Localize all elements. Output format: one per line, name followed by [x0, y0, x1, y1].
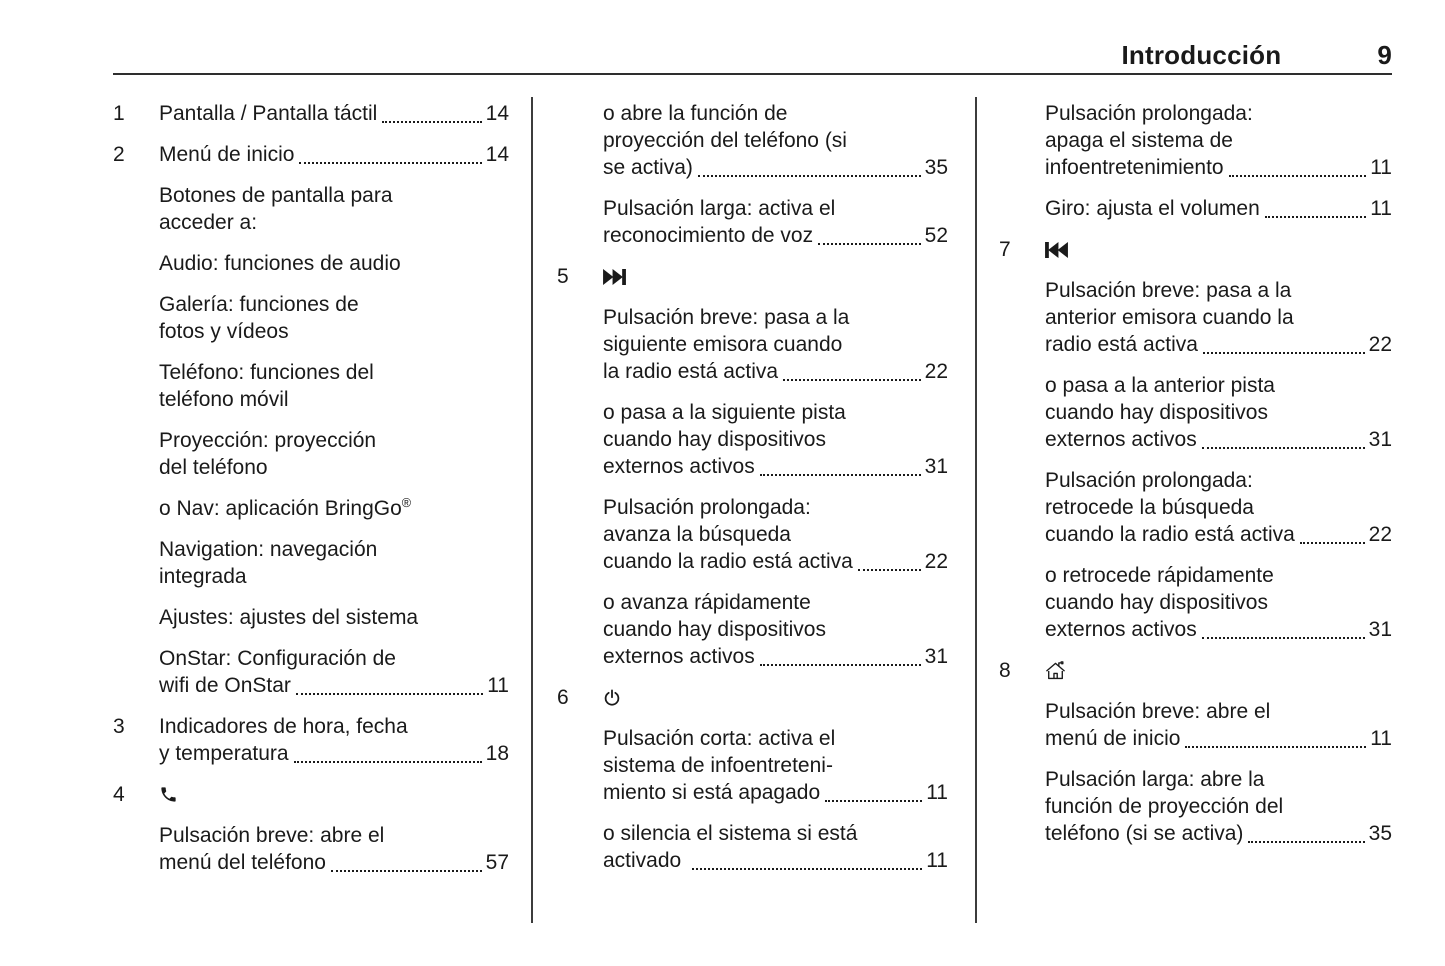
- entry-line: Pulsación larga: abre la: [1045, 768, 1265, 791]
- page-ref: 14: [485, 143, 509, 166]
- dot-leader: [1202, 637, 1365, 639]
- entry-line: [1045, 195, 1392, 222]
- entry-line: teléfono móvil: [159, 388, 289, 411]
- toc-entry: [999, 277, 1392, 358]
- toc-column-1: [113, 95, 509, 876]
- entry-text: cuando la radio está activa: [603, 550, 853, 573]
- entry-text: la radio está activa: [603, 360, 779, 383]
- entry-text: teléfono (si se activa): [1045, 822, 1244, 845]
- entry-line: Audio: funciones de audio: [159, 252, 401, 275]
- next-track-icon: [603, 269, 626, 285]
- entry-line: [603, 154, 948, 181]
- home-icon: [1045, 661, 1066, 680]
- entry-body: [1045, 698, 1392, 752]
- entry-number: [557, 494, 603, 575]
- entry-body: [1045, 372, 1392, 453]
- toc-entry: [557, 100, 948, 181]
- entry-number: [113, 495, 159, 522]
- entry-line: [1045, 154, 1392, 181]
- toc-entry: [557, 725, 948, 806]
- entry-line: del teléfono: [159, 456, 268, 479]
- dot-leader: [858, 569, 921, 571]
- page-ref: 11: [926, 849, 948, 872]
- page-ref: 11: [487, 674, 509, 697]
- dot-leader: [760, 474, 921, 476]
- entry-body: [159, 291, 509, 345]
- dot-leader: [692, 868, 922, 870]
- toc-entry: [999, 100, 1392, 181]
- entry-body: [603, 100, 948, 181]
- entry-body: [603, 820, 948, 874]
- entry-line: [159, 100, 509, 127]
- entry-text: Giro: ajusta el volumen: [1045, 197, 1260, 220]
- toc-entry: [113, 359, 509, 413]
- entry-icon-line: [1045, 236, 1392, 263]
- page-number: 9: [1377, 40, 1392, 70]
- entry-line: o pasa a la siguiente pista: [603, 401, 846, 424]
- entry-body: [1045, 562, 1392, 643]
- entry-line: Botones de pantalla para: [159, 184, 393, 207]
- entry-line: [1045, 725, 1392, 752]
- entry-line: o silencia el sistema si está: [603, 822, 858, 845]
- toc-entry: [557, 195, 948, 249]
- previous-track-icon: [1045, 242, 1068, 258]
- page-ref: 11: [1370, 156, 1392, 179]
- dot-leader: [331, 870, 482, 872]
- entry-line: Pulsación prolongada:: [1045, 102, 1253, 125]
- entry-number: [557, 589, 603, 670]
- toc-entry: [557, 263, 948, 290]
- page-ref: 22: [1368, 333, 1392, 356]
- entry-line: Pulsación breve: abre el: [1045, 700, 1271, 723]
- entry-text: miento si está apagado: [603, 781, 821, 804]
- entry-number: [557, 725, 603, 806]
- entry-body: [159, 141, 509, 168]
- entry-line: proyección del teléfono (si: [603, 129, 847, 152]
- entry-body: [603, 304, 948, 385]
- toc-entry: [113, 100, 509, 127]
- dot-leader: [1265, 216, 1366, 218]
- column-divider: [975, 97, 977, 923]
- entry-line: cuando hay dispositivos: [603, 428, 826, 451]
- entry-text: activado: [603, 849, 688, 872]
- dot-leader: [825, 800, 922, 802]
- page-title: Introducción: [1121, 40, 1282, 70]
- entry-number: [557, 399, 603, 480]
- toc-entry: [999, 467, 1392, 548]
- page-ref: 31: [1368, 428, 1392, 451]
- entry-icon-line: [159, 781, 509, 808]
- toc-entry: [113, 645, 509, 699]
- page-ref: 22: [924, 360, 948, 383]
- entry-line: siguiente emisora cuando: [603, 333, 843, 356]
- toc-column-3: [999, 95, 1392, 847]
- entry-line: Pulsación prolongada:: [603, 496, 811, 519]
- dot-leader: [382, 121, 481, 123]
- toc-entry: [113, 141, 509, 168]
- page-ref: 11: [926, 781, 948, 804]
- entry-line: [603, 548, 948, 575]
- entry-number: [113, 822, 159, 876]
- entry-body: [603, 494, 948, 575]
- entry-line: Pulsación corta: activa el: [603, 727, 836, 750]
- entry-line: Pulsación breve: pasa a la: [1045, 279, 1292, 302]
- entry-line: [159, 740, 509, 767]
- dot-leader: [698, 175, 921, 177]
- entry-number: [113, 250, 159, 277]
- entry-line: Proyección: proyección: [159, 429, 377, 452]
- page-ref: 22: [924, 550, 948, 573]
- header-rule: [113, 73, 1392, 75]
- entry-line: Ajustes: ajustes del sistema: [159, 606, 419, 629]
- entry-text: externos activos: [1045, 428, 1197, 451]
- page-ref: 11: [1370, 727, 1392, 750]
- entry-line: Galería: funciones de: [159, 293, 359, 316]
- entry-text: menú del teléfono: [159, 851, 326, 874]
- entry-number: [113, 645, 159, 699]
- entry-line: o Nav: aplicación BringGo®: [159, 496, 412, 520]
- entry-number: 4: [113, 783, 125, 806]
- dot-leader: [1229, 175, 1367, 177]
- entry-text: Pantalla / Pantalla táctil: [159, 102, 378, 125]
- entry-number: [557, 100, 603, 181]
- entry-body: [1045, 467, 1392, 548]
- dot-leader: [1202, 447, 1365, 449]
- toc-entry: [113, 822, 509, 876]
- toc-column-2: [557, 95, 948, 874]
- entry-body: [1045, 100, 1392, 181]
- entry-number: [113, 604, 159, 631]
- column-divider: [531, 97, 533, 923]
- entry-body: [159, 359, 509, 413]
- entry-text: externos activos: [1045, 618, 1197, 641]
- entry-line: [603, 358, 948, 385]
- toc-entry: [999, 195, 1392, 222]
- entry-line: anterior emisora cuando la: [1045, 306, 1294, 329]
- toc-entry: [557, 494, 948, 575]
- dot-leader: [296, 693, 483, 695]
- toc-entry: [999, 562, 1392, 643]
- entry-line: OnStar: Configuración de: [159, 647, 396, 670]
- entry-number: [113, 427, 159, 481]
- entry-line: Pulsación breve: pasa a la: [603, 306, 850, 329]
- entry-body: [1045, 236, 1392, 263]
- toc-entry: [557, 304, 948, 385]
- entry-number: 7: [999, 238, 1011, 261]
- page-ref: 14: [485, 102, 509, 125]
- entry-body: [159, 100, 509, 127]
- toc-entry: [113, 291, 509, 345]
- entry-text: se activa): [603, 156, 693, 179]
- entry-body: [159, 822, 509, 876]
- toc-entry: [557, 820, 948, 874]
- entry-number: [557, 820, 603, 874]
- page-ref: 31: [924, 455, 948, 478]
- page-ref: 35: [1368, 822, 1392, 845]
- dot-leader: [294, 761, 482, 763]
- entry-line: integrada: [159, 565, 247, 588]
- toc-entry: [113, 250, 509, 277]
- toc-entry: [999, 698, 1392, 752]
- entry-line: retrocede la búsqueda: [1045, 496, 1254, 519]
- entry-line: apaga el sistema de: [1045, 129, 1233, 152]
- entry-text: y temperatura: [159, 742, 289, 765]
- entry-number: [999, 766, 1045, 847]
- entry-number: 2: [113, 143, 125, 166]
- dot-leader: [1248, 841, 1364, 843]
- entry-number: [999, 698, 1045, 752]
- entry-body: [159, 182, 509, 236]
- page-ref: 18: [485, 742, 509, 765]
- entry-number: [999, 277, 1045, 358]
- toc-entry: [999, 372, 1392, 453]
- entry-line: Pulsación larga: activa el: [603, 197, 836, 220]
- entry-body: [159, 713, 509, 767]
- entry-number: [999, 467, 1045, 548]
- toc-entry: [557, 684, 948, 711]
- entry-line: cuando hay dispositivos: [1045, 591, 1268, 614]
- page-ref: 52: [924, 224, 948, 247]
- entry-body: [603, 725, 948, 806]
- entry-line: o abre la función de: [603, 102, 788, 125]
- toc-entry: [999, 236, 1392, 263]
- entry-line: [1045, 616, 1392, 643]
- entry-body: [1045, 657, 1392, 684]
- entry-line: sistema de infoentreteni-: [603, 754, 833, 777]
- entry-line: Indicadores de hora, fecha: [159, 715, 408, 738]
- entry-text: externos activos: [603, 455, 755, 478]
- entry-body: [603, 195, 948, 249]
- entry-line: [1045, 331, 1392, 358]
- dot-leader: [1185, 746, 1366, 748]
- toc-entry: [113, 427, 509, 481]
- entry-line: Pulsación breve: abre el: [159, 824, 385, 847]
- entry-body: [159, 536, 509, 590]
- page-ref: 31: [1368, 618, 1392, 641]
- entry-icon-line: [603, 684, 948, 711]
- entry-text: cuando la radio está activa: [1045, 523, 1295, 546]
- entry-number: 8: [999, 659, 1011, 682]
- entry-text: radio está activa: [1045, 333, 1198, 356]
- page-ref: 57: [485, 851, 509, 874]
- toc-entry: [113, 713, 509, 767]
- entry-number: 1: [113, 102, 125, 125]
- entry-body: [159, 604, 509, 631]
- entry-line: [603, 453, 948, 480]
- entry-line: o retrocede rápidamente: [1045, 564, 1274, 587]
- entry-line: [603, 779, 948, 806]
- toc-columns: [113, 95, 1393, 923]
- entry-icon-line: [1045, 657, 1392, 684]
- page-ref: 11: [1370, 197, 1392, 220]
- dot-leader: [1300, 542, 1365, 544]
- entry-line: [159, 141, 509, 168]
- toc-entry: [557, 589, 948, 670]
- dot-leader: [818, 243, 921, 245]
- entry-line: cuando hay dispositivos: [1045, 401, 1268, 424]
- entry-line: [603, 847, 948, 874]
- power-icon: [603, 689, 621, 707]
- entry-body: [603, 589, 948, 670]
- toc-entry: [113, 781, 509, 808]
- entry-number: [113, 182, 159, 236]
- entry-line: Navigation: navegación: [159, 538, 378, 561]
- entry-line: Teléfono: funciones del: [159, 361, 374, 384]
- entry-text: externos activos: [603, 645, 755, 668]
- entry-line: [603, 222, 948, 249]
- toc-entry: [557, 399, 948, 480]
- entry-body: [159, 781, 509, 808]
- entry-number: [999, 372, 1045, 453]
- entry-number: [113, 359, 159, 413]
- entry-line: avanza la búsqueda: [603, 523, 791, 546]
- entry-body: [603, 263, 948, 290]
- entry-number: [999, 562, 1045, 643]
- entry-text: infoentretenimiento: [1045, 156, 1224, 179]
- entry-body: [1045, 277, 1392, 358]
- entry-line: Pulsación prolongada:: [1045, 469, 1253, 492]
- entry-line: o pasa a la anterior pista: [1045, 374, 1275, 397]
- toc-entry: [113, 604, 509, 631]
- entry-line: [1045, 820, 1392, 847]
- toc-entry: [113, 495, 509, 522]
- entry-icon-line: [603, 263, 948, 290]
- entry-line: [159, 672, 509, 699]
- dot-leader: [783, 379, 921, 381]
- page-header: [113, 40, 1392, 71]
- toc-entry: [999, 657, 1392, 684]
- entry-number: [113, 291, 159, 345]
- entry-text: Menú de inicio: [159, 143, 295, 166]
- entry-number: 3: [113, 715, 125, 738]
- entry-line: acceder a:: [159, 211, 258, 234]
- entry-number: [999, 100, 1045, 181]
- toc-entry: [999, 766, 1392, 847]
- entry-number: [557, 195, 603, 249]
- entry-line: o avanza rápidamente: [603, 591, 811, 614]
- page-ref: 31: [924, 645, 948, 668]
- entry-body: [159, 495, 509, 522]
- toc-entry: [113, 182, 509, 236]
- entry-number: [557, 304, 603, 385]
- entry-body: [1045, 766, 1392, 847]
- entry-body: [603, 684, 948, 711]
- dot-leader: [760, 664, 921, 666]
- entry-number: 5: [557, 265, 569, 288]
- phone-icon: [159, 785, 178, 804]
- entry-line: [603, 643, 948, 670]
- entry-text: menú de inicio: [1045, 727, 1181, 750]
- entry-line: cuando hay dispositivos: [603, 618, 826, 641]
- toc-entry: [113, 536, 509, 590]
- entry-line: fotos y vídeos: [159, 320, 289, 343]
- page-ref: 22: [1368, 523, 1392, 546]
- entry-body: [603, 399, 948, 480]
- dot-leader: [1203, 352, 1365, 354]
- entry-body: [159, 250, 509, 277]
- entry-number: 6: [557, 686, 569, 709]
- entry-number: [113, 536, 159, 590]
- entry-text: reconocimiento de voz: [603, 224, 814, 247]
- entry-text: wifi de OnStar: [159, 674, 291, 697]
- entry-body: [159, 427, 509, 481]
- page-ref: 35: [924, 156, 948, 179]
- entry-body: [1045, 195, 1392, 222]
- entry-body: [159, 645, 509, 699]
- entry-line: [1045, 521, 1392, 548]
- entry-line: [159, 849, 509, 876]
- dot-leader: [299, 162, 481, 164]
- entry-line: función de proyección del: [1045, 795, 1284, 818]
- entry-line: [1045, 426, 1392, 453]
- entry-number: [999, 195, 1045, 222]
